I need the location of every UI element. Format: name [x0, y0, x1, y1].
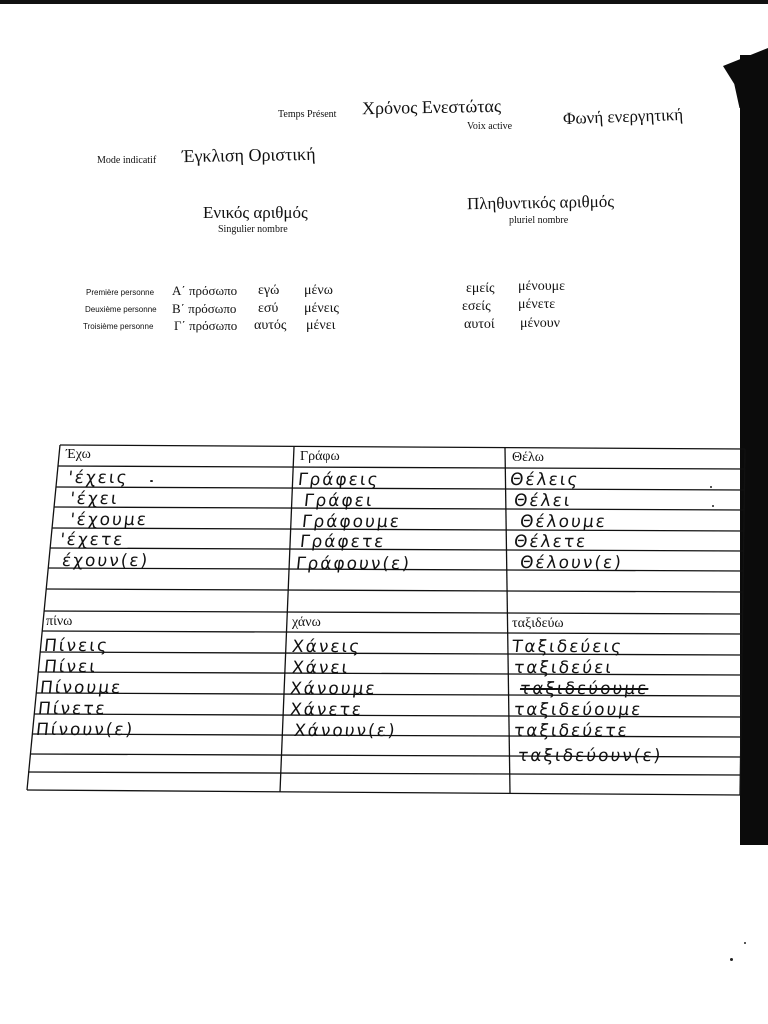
- pronoun-plural: αυτοί: [464, 317, 495, 332]
- table-cell: Γράφεις: [296, 470, 381, 490]
- table-cell: Γράφετε: [298, 532, 387, 552]
- verb-plural: μένετε: [518, 297, 556, 312]
- person-greek-label: Γ΄ πρόσωπο: [174, 318, 238, 333]
- verb-singular: μένεις: [304, 301, 339, 316]
- table-cell: Πίνει: [42, 657, 99, 677]
- person-greek-label: Α΄ πρόσωπο: [172, 283, 238, 298]
- table-header-pino: πίνω: [46, 614, 73, 629]
- table-cell: 'έχουμε: [68, 510, 149, 530]
- scan-speck: [730, 958, 733, 961]
- table-cell: Γράφουμε: [300, 512, 402, 532]
- table-cell: Γράφει: [302, 491, 375, 511]
- singular-greek-heading: Ενικός αριθμός: [203, 203, 308, 222]
- table-header-echo: Έχω: [66, 447, 91, 462]
- table-cell: Χάνετε: [288, 700, 365, 720]
- table-cell: Ταξιδεύεις: [510, 637, 625, 657]
- scan-speck: [150, 480, 153, 482]
- pronoun-singular: εσύ: [258, 301, 279, 316]
- tense-greek-title: Χρόνος Ενεστώτας: [361, 95, 502, 119]
- person-fr-label: Première personne: [86, 288, 155, 297]
- table-cell: ταξιδεύουν(ε): [516, 746, 664, 766]
- plural-fr-heading: pluriel nombre: [509, 215, 569, 226]
- table-cell: Πίνετε: [36, 699, 108, 719]
- table-cell: Θέλουμε: [518, 512, 608, 532]
- crossed-out-cell: ταξιδεύουμε: [518, 679, 650, 699]
- voice-greek-title: Φωνή ενεργητική: [562, 104, 684, 129]
- mood-greek-title: Έγκλιση Οριστική: [181, 143, 316, 167]
- table-cell: έχουν(ε): [60, 551, 151, 571]
- singular-fr-heading: Singulier nombre: [218, 224, 288, 235]
- table-cell: Πίνουμε: [38, 678, 124, 698]
- pronoun-plural: εμείς: [466, 281, 495, 296]
- person-fr-label: Deuxième personne: [85, 305, 157, 314]
- pronoun-plural: εσείς: [462, 299, 491, 314]
- verb-singular: μένω: [304, 283, 333, 298]
- mode-fr-label: Mode indicatif: [97, 155, 157, 166]
- table-cell: Θέλετε: [512, 532, 589, 552]
- scan-speck: [744, 942, 746, 944]
- table-cell: 'έχετε: [58, 530, 126, 550]
- table-cell: Χάνεις: [290, 637, 363, 657]
- table-cell: Χάνουμε: [288, 679, 378, 699]
- person-fr-label: Troisième personne: [83, 322, 154, 331]
- scan-speck: [710, 486, 712, 488]
- table-header-taxidevo: ταξιδεύω: [512, 616, 564, 631]
- table-cell: 'έχεις: [66, 468, 130, 488]
- pronoun-singular: αυτός: [254, 318, 287, 333]
- table-header-thelo: Θέλω: [512, 450, 544, 465]
- table-header-grafo: Γράφω: [300, 449, 340, 464]
- voix-fr-label: Voix active: [467, 121, 513, 132]
- verb-plural: μένουν: [520, 316, 560, 331]
- table-cell: ταξιδεύετε: [512, 721, 630, 741]
- table-cell: Γράφουν(ε): [294, 554, 412, 574]
- temps-fr-label: Temps Présent: [278, 109, 337, 120]
- scan-speck: [712, 505, 714, 507]
- table-cell: Χάνει: [290, 658, 351, 678]
- table-cell: ταξιδεύει: [512, 658, 615, 678]
- table-cell: Θέλουν(ε): [518, 553, 624, 573]
- table-cell: ταξιδεύουμε: [512, 700, 644, 720]
- table-cell: Θέλει: [512, 491, 573, 511]
- table-cell: Πίνουν(ε): [34, 720, 136, 740]
- table-cell: 'έχει: [68, 489, 120, 509]
- table-cell: Θέλεις: [508, 470, 581, 490]
- person-greek-label: Β΄ πρόσωπο: [172, 301, 237, 316]
- plural-greek-heading: Πληθυντικός αριθμός: [466, 191, 615, 214]
- table-cell: Πίνεις: [42, 636, 111, 656]
- pronoun-singular: εγώ: [258, 283, 280, 298]
- table-header-chano: χάνω: [292, 615, 321, 630]
- verb-singular: μένει: [306, 318, 336, 333]
- table-cell: Χάνουν(ε): [292, 721, 398, 741]
- verb-plural: μένουμε: [518, 279, 566, 294]
